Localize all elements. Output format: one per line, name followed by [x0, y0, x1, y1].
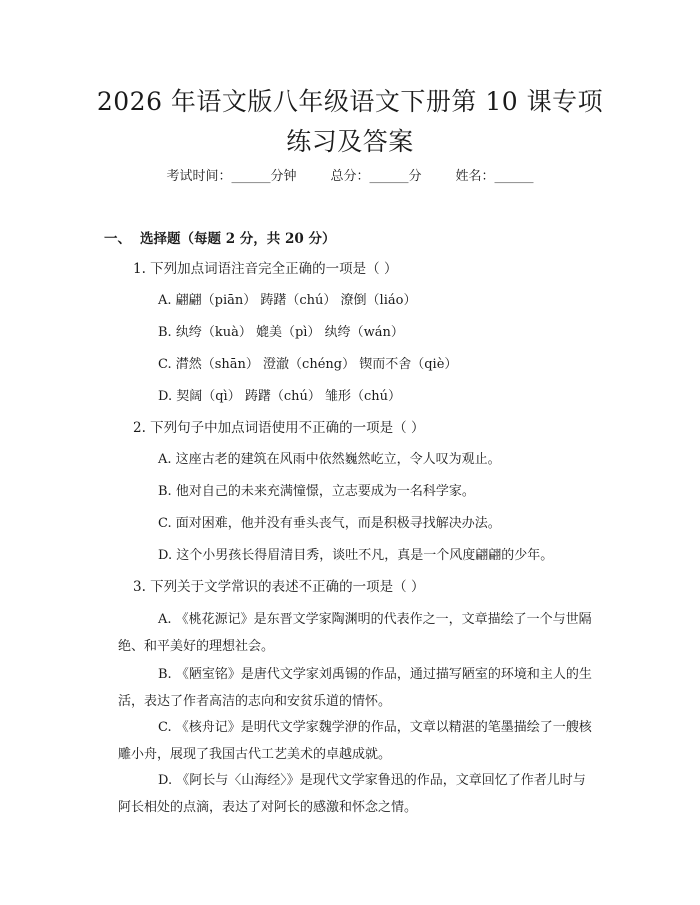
question-stem: 2. 下列句子中加点词语使用不正确的一项是（ ）: [133, 420, 425, 436]
section-number: 一、: [104, 231, 131, 247]
section-title: 选择题（每题 2 分，共 20 分）: [140, 231, 336, 247]
option-item: C. 潸然（shān） 澄澈（chéng） 锲而不舍（qiè）: [158, 357, 458, 372]
question-stem: 3. 下列关于文学常识的表述不正确的一项是（ ）: [133, 579, 425, 595]
exam-meta: [0, 167, 700, 187]
exam-score: 总分：______分: [330, 169, 422, 184]
student-name: 姓名：______: [455, 169, 534, 184]
exam-time: 考试时间：______分钟: [166, 169, 297, 184]
option-item: A. 翩翩（piān） 踌躇（chú） 潦倒（liáo）: [158, 293, 417, 308]
option-paragraph: B. 《陋室铭》是唐代文学家刘禹锡的作品，通过描写陋室的环境和主人的生活，表达了作者高洁的志向和安贫乐道的情怀。: [118, 667, 592, 709]
option-paragraph: A. 《桃花源记》是东晋文学家陶渊明的代表作之一，文章描绘了一个与世隔绝、和平美好的理想社会。: [118, 612, 592, 654]
document-title: [60, 82, 640, 162]
option-item: D. 这个小男孩长得眉清目秀，谈吐不凡，真是一个风度翩翩的少年。: [158, 548, 554, 563]
option-item: B. 纨绔（kuà） 媲美（pì） 纨绔（wán）: [158, 325, 404, 340]
option-paragraph: C. 《核舟记》是明代文学家魏学洢的作品，文章以精湛的笔墨描绘了一艘核雕小舟，展现了我国古代工艺美术的卓越成就。: [118, 720, 592, 762]
option-item: B. 他对自己的未来充满憧憬，立志要成为一名科学家。: [158, 484, 475, 499]
title-line-2: 练习及答案: [286, 127, 414, 156]
option-item: A. 这座古老的建筑在风雨中依然巍然屹立，令人叹为观止。: [158, 452, 501, 467]
option-item: D. 契阔（qì） 踌躇（chú） 雏形（chú）: [158, 389, 402, 404]
section-heading: [104, 229, 335, 249]
question-stem: 1. 下列加点词语注音完全正确的一项是（ ）: [133, 261, 398, 277]
title-line-1: 2026 年语文版八年级语文下册第 10 课专项: [96, 87, 604, 116]
option-item: C. 面对困难，他并没有垂头丧气，而是积极寻找解决办法。: [158, 516, 501, 531]
option-paragraph: D. 《阿长与〈山海经〉》是现代文学家鲁迅的作品，文章回忆了作者儿时与阿长相处的点滴，表达了对阿长的感激和怀念之情。: [118, 773, 586, 815]
